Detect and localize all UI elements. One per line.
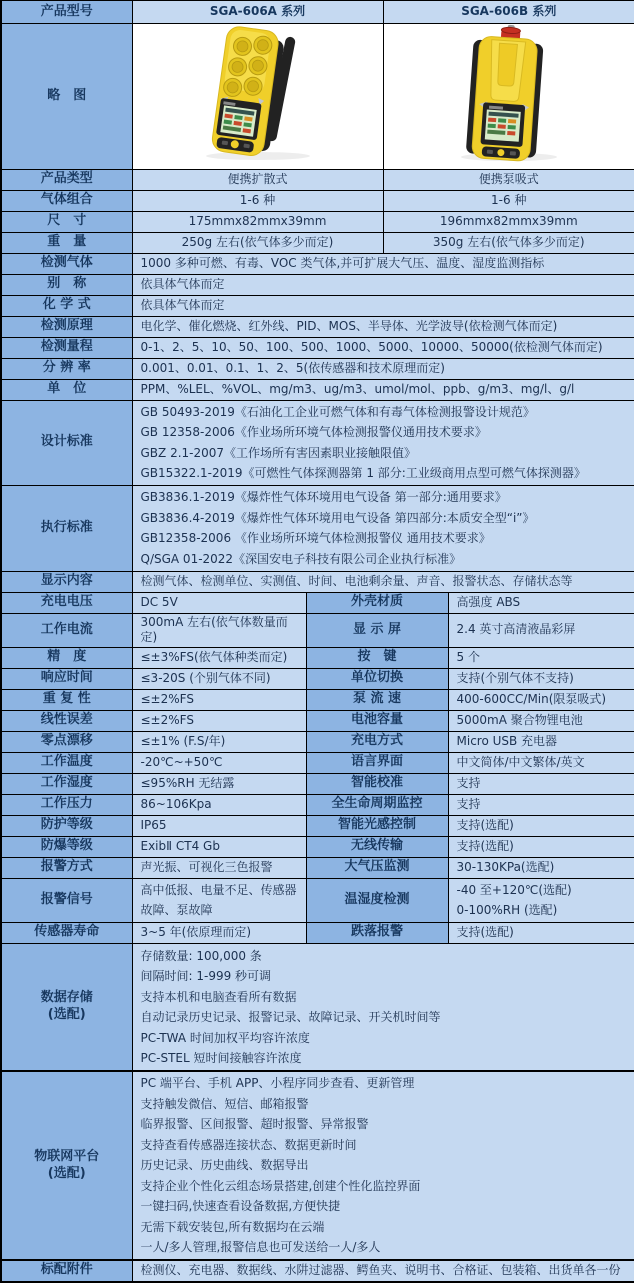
value-line: 临界报警、区间报警、超时报警、异常报警 [140,1117,369,1132]
row-value: 声光振、可视化三色报警 [132,857,306,878]
row-label: 泵 流 速 [306,689,448,710]
row-value: 400-600CC/Min(限泵吸式) [448,689,634,710]
row-label: 传感器寿命 [1,922,132,943]
row-label: 跌落报警 [306,922,448,943]
row-label [1,1071,132,1260]
row-value: 检测气体、检测单位、实测值、时间、电池剩余量、声音、报警状态、存储状态等 [132,571,634,592]
row-label: 精 度 [1,647,132,668]
row-value [132,400,634,485]
row-value: 0.001、0.01、0.1、1、2、5(依传感器和技术原理而定) [132,358,634,379]
table-row [1,710,634,731]
row-label: 检测量程 [1,337,132,358]
row-label: 检测气体 [1,253,132,274]
row-label: 全生命周期监控 [306,794,448,815]
row-value: 5000mA 聚合物锂电池 [448,710,634,731]
row-value: -20℃~+50℃ [132,752,306,773]
value-line: PC-TWA 时间加权平均容许浓度 [140,1030,310,1045]
row-label: 外壳材质 [306,592,448,613]
row-label [1,943,132,1071]
standard-line: GB3836.1-2019《爆炸性气体环境用电气设备 第一部分:通用要求》 [140,490,507,505]
row-label: 智能光感控制 [306,815,448,836]
row-value [132,943,634,1071]
value-line: 支持触发微信、短信、邮箱报警 [140,1096,309,1111]
row-value: ≤±1% (F.S/年) [132,731,306,752]
header-series-a: SGA-606A 系列 [132,1,383,24]
header-model-label: 产品型号 [1,1,132,24]
row-value: 3~5 年(依原理而定) [132,922,306,943]
row-label: 检测原理 [1,316,132,337]
table-row [1,571,634,592]
row-value: 30-130KPa(选配) [448,857,634,878]
table-row [1,752,634,773]
table-row [1,169,634,190]
row-label: 设计标准 [1,400,132,485]
row-value: 支持 [448,794,634,815]
row-value: 86~106Kpa [132,794,306,815]
row-label: 重 复 性 [1,689,132,710]
table-row [1,190,634,211]
table-row [1,295,634,316]
row-value-b: 350g 左右(依气体多少而定) [383,232,634,253]
table-row [1,773,634,794]
value-line: 支持查看传感器连接状态、数据更新时间 [140,1137,357,1152]
device-b-cell [383,24,634,170]
row-label: 产品类型 [1,169,132,190]
row-value-b: 1-6 种 [383,190,634,211]
row-value-a: 175mmx82mmx39mm [132,211,383,232]
row-value: ≤3-20S (个别气体不同) [132,668,306,689]
row-label-line: 数据存储 [40,990,93,1006]
row-label: 气体组合 [1,190,132,211]
row-value [132,485,634,571]
row-label: 别 称 [1,274,132,295]
table-row [1,857,634,878]
value-line: 一键扫码,快速查看设备数据,方便快捷 [140,1199,341,1214]
row-value: 0-1、2、5、10、50、100、500、1000、5000、10000、50000(依检测气体而定) [132,337,634,358]
row-value: 依具体气体而定 [132,295,634,316]
row-value: Micro USB 充电器 [448,731,634,752]
table-row [1,647,634,668]
table-row [1,836,634,857]
standard-line: Q/SGA 01-2022《深国安电子科技有限公司企业执行标准》 [140,551,462,566]
row-label: 智能校准 [306,773,448,794]
value-line: PC 端平台、手机 APP、小程序同步查看、更新管理 [140,1076,415,1091]
row-value: 依具体气体而定 [132,274,634,295]
row-label: 语言界面 [306,752,448,773]
table-row [1,232,634,253]
value-line: -40 至+120℃(选配) [456,882,572,897]
row-label: 分 辨 率 [1,358,132,379]
table-row-iot-platform [1,1071,634,1260]
row-label: 充电方式 [306,731,448,752]
row-value: 5 个 [448,647,634,668]
table-row-data-storage [1,943,634,1071]
value-line: 一人/多人管理,报警信息也可发送给一人/多人 [140,1240,381,1255]
row-value: ≤±2%FS [132,689,306,710]
row-value-a: 250g 左右(依气体多少而定) [132,232,383,253]
table-row [1,592,634,613]
device-a-image [173,24,343,164]
standard-line: GB3836.4-2019《爆炸性气体环境用电气设备 第四部分:本质安全型“i”》 [140,510,535,525]
standard-line: GB 50493-2019《石油化工企业可燃气体和有毒气体检测报警设计规范》 [140,404,535,419]
row-label: 显 示 屏 [306,613,448,647]
row-label: 单 位 [1,379,132,400]
row-label: 电池容量 [306,710,448,731]
table-row-accessories [1,1260,634,1282]
table-row [1,689,634,710]
row-label: 显示内容 [1,571,132,592]
table-row-design-standard [1,400,634,485]
row-value: 支持(选配) [448,922,634,943]
header-series-b: SGA-606B 系列 [383,1,634,24]
row-value: 电化学、催化燃烧、红外线、PID、MOS、半导体、光学波导(依检测气体而定) [132,316,634,337]
row-value: 高强度 ABS [448,592,634,613]
row-label: 标配附件 [1,1260,132,1282]
row-label: 尺 寸 [1,211,132,232]
row-label: 工作温度 [1,752,132,773]
table-row [1,337,634,358]
table-row [1,253,634,274]
row-label: 温湿度检测 [306,878,448,922]
row-value: 1000 多种可燃、有毒、VOC 类气体,并可扩展大气压、温度、湿度监测指标 [132,253,634,274]
row-value: 2.4 英寸高清液晶彩屏 [448,613,634,647]
row-label: 线性误差 [1,710,132,731]
row-value-b: 196mmx82mmx39mm [383,211,634,232]
value-line: 自动记录历史记录、报警记录、故障记录、开关机时间等 [140,1010,441,1025]
row-label: 工作压力 [1,794,132,815]
row-value: 300mA 左右(依气体数量而定) [132,613,306,647]
value-line: 历史记录、历史曲线、数据导出 [140,1158,309,1173]
table-row [1,358,634,379]
row-value [448,878,634,922]
row-label: 按 键 [306,647,448,668]
row-label: 略 图 [1,24,132,170]
table-row [1,211,634,232]
row-label: 充电电压 [1,592,132,613]
row-label: 响应时间 [1,668,132,689]
device-b-image [424,24,594,164]
row-value: DC 5V [132,592,306,613]
row-value: 支持(选配) [448,815,634,836]
row-label-line: 物联网平台 [34,1148,100,1164]
row-value: ≤±2%FS [132,710,306,731]
value-line: 间隔时间: 1-999 秒可调 [140,969,272,984]
row-label: 工作湿度 [1,773,132,794]
row-value: 支持(个别气体不支持) [448,668,634,689]
row-label: 零点漂移 [1,731,132,752]
row-value: 支持 [448,773,634,794]
row-value: ≤95%RH 无结露 [132,773,306,794]
row-label: 防护等级 [1,815,132,836]
row-value-a: 1-6 种 [132,190,383,211]
table-row [1,274,634,295]
value-line: 0-100%RH (选配) [456,903,558,918]
row-value: 中文简体/中文繁体/英文 [448,752,634,773]
table-row-header [1,1,634,24]
value-line: 支持本机和电脑查看所有数据 [140,989,297,1004]
value-line: PC-STEL 短时间接触容许浓度 [140,1051,302,1066]
standard-line: GB12358-2006 《作业场所环境气体检测报警仪 通用技术要求》 [140,531,491,546]
table-row [1,379,634,400]
row-label: 防爆等级 [1,836,132,857]
row-label: 执行标准 [1,485,132,571]
row-value: IP65 [132,815,306,836]
table-row [1,613,634,647]
row-label-line: (选配) [47,1007,86,1023]
row-label: 单位切换 [306,668,448,689]
device-a-cell [132,24,383,170]
table-row-alarm-signal [1,878,634,922]
table-row [1,668,634,689]
standard-line: GB 12358-2006《作业场所环境气体检测报警仪通用技术要求》 [140,425,487,440]
table-row [1,794,634,815]
row-value [132,1071,634,1260]
table-row-sketch [1,24,634,170]
row-value: ≤±3%FS(依气体种类而定) [132,647,306,668]
row-value: ExibⅡ CT4 Gb [132,836,306,857]
table-row [1,922,634,943]
row-label-line: (选配) [47,1165,86,1181]
table-row [1,316,634,337]
table-row-exec-standard [1,485,634,571]
row-value: 支持(选配) [448,836,634,857]
row-value-b: 便携泵吸式 [383,169,634,190]
row-label: 大气压监测 [306,857,448,878]
row-label: 化 学 式 [1,295,132,316]
value-line: 存储数量: 100,000 条 [140,948,262,963]
row-label: 报警方式 [1,857,132,878]
value-line: 支持企业个性化云组态场景搭建,创建个性化监控界面 [140,1178,421,1193]
row-value: 检测仪、充电器、数据线、水阱过滤器、鳄鱼夹、说明书、合格证、包装箱、出货单各一份 [132,1260,634,1282]
standard-line: GBZ 2.1-2007《工作场所有害因素职业接触限值》 [140,445,417,460]
row-label: 工作电流 [1,613,132,647]
row-label: 报警信号 [1,878,132,922]
table-row [1,815,634,836]
table-row [1,731,634,752]
row-value: PPM、%LEL、%VOL、mg/m3、ug/m3、umol/mol、ppb、g/m3、mg/l、g/l [132,379,634,400]
value-line: 无需下载安装包,所有数据均在云端 [140,1219,325,1234]
row-label: 无线传输 [306,836,448,857]
row-value: 高中低报、电量不足、传感器故障、泵故障 [132,878,306,922]
row-value-a: 便携扩散式 [132,169,383,190]
standard-line: GB15322.1-2019《可燃性气体探测器第 1 部分:工业级商用点型可燃气体探测器》 [140,466,586,481]
row-label: 重 量 [1,232,132,253]
